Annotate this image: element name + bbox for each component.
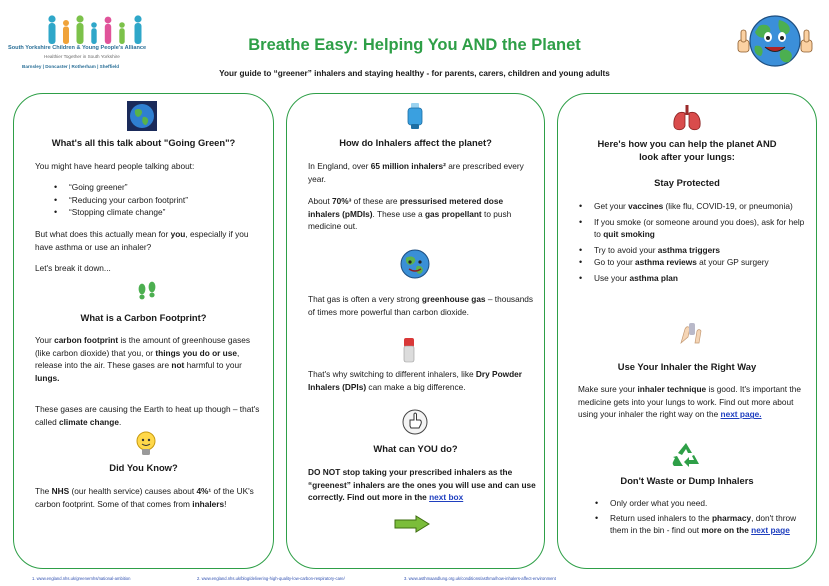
what-can-you-do-heading: What can YOU do?: [373, 443, 458, 454]
stay-protected-list: [576, 200, 810, 285]
next-page-link[interactable]: next page.: [720, 409, 762, 420]
reference-1[interactable]: 1. www.england.nhs.uk/greenernhs/national-ambition: [32, 576, 131, 581]
breakdown-text: Let's break it down...: [35, 263, 111, 273]
inhalers-planet-panel: [286, 93, 545, 569]
lightbulb-icon: [131, 429, 161, 459]
green-talk-list: [51, 181, 261, 219]
list-item: • Try to avoid your asthma triggers: [576, 244, 810, 257]
carbon-footprint-heading: What is a Carbon Footprint?: [80, 312, 207, 323]
next-box-link[interactable]: next box: [429, 492, 464, 503]
stay-protected-heading: Stay Protected: [654, 177, 720, 188]
pmdi-text: About 70%³ of these are pressurised metered dose inhalers (pMDIs). These use a gas propellant to push medicine out.: [308, 196, 512, 232]
nhs-fact-text: The NHS (our health service) causes about 4%¹ of the UK's carbon footprint. Some of that comes from inhalers!: [35, 486, 254, 509]
hot-earth-icon: [398, 247, 432, 281]
prescribed-count-text: In England, over 65 million inhalers² are prescribed every year.: [308, 161, 524, 184]
did-you-know-heading: Did You Know?: [109, 462, 178, 473]
reference-2[interactable]: 2. www.england.nhs.uk/blog/delivering-high-quality-low-carbon-respiratory-care/: [197, 576, 345, 581]
going-green-panel: [13, 93, 274, 569]
next-page-link[interactable]: next page: [751, 525, 790, 536]
going-green-heading: What's all this talk about "Going Green"?: [51, 137, 236, 148]
pointing-hand-icon: [401, 408, 429, 436]
list-item: • If you smoke (or someone around you does), ask for help to quit smoking: [576, 216, 810, 241]
thumbs-up-earth-icon: [735, 10, 815, 72]
dpi-switch-text: That's why switching to different inhalers, like Dry Powder Inhalers (DPIs) can make a big difference.: [308, 369, 523, 392]
use-inhaler-heading: Use Your Inhaler the Right Way: [617, 361, 757, 372]
dry-powder-inhaler-icon: [403, 337, 415, 363]
list-item: • Go to your asthma reviews at your GP surgery: [576, 256, 810, 269]
greenhouse-gas-text: That gas is often a very strong greenhouse gas – thousands of times more powerful than carbon dioxide.: [308, 294, 534, 317]
inhaler-icon: [404, 102, 426, 130]
earth-globe-icon: [127, 101, 157, 131]
reference-3[interactable]: 3. www.asthmaandlung.org.uk/conditions/asthma/how-inhalers-affect-environment: [404, 576, 556, 581]
help-planet-panel: [557, 93, 817, 569]
recycle-icon: [672, 442, 700, 468]
footprints-icon: [134, 279, 160, 305]
list-item: • “Stopping climate change”: [51, 206, 261, 219]
inhaler-technique-text: Make sure your inhaler technique is good. It's important the medicine gets into your lungs to work. Find out more about using your inhaler the right way on the next page.: [578, 384, 801, 420]
dont-waste-heading: Don't Waste or Dump Inhalers: [620, 475, 754, 486]
keep-taking-inhalers-text: DO NOT stop taking your prescribed inhalers as the “greenest” inhalers are the ones you will use and can use correctly. Find out more in the next box: [308, 467, 536, 503]
list-item: • “Going greener”: [51, 181, 261, 194]
page-subtitle: Your guide to “greener” inhalers and staying healthy - for parents, carers, children and young adults: [219, 69, 610, 78]
page-title: Breathe Easy: Helping You AND the Planet: [248, 36, 581, 54]
lungs-icon: [671, 104, 703, 132]
list-item: • Only order what you need.: [592, 497, 804, 510]
help-planet-heading: Here's how you can help the planet AND look after your lungs:: [597, 138, 777, 162]
logo-name: South Yorkshire Children & Young People's Alliance: [8, 45, 147, 51]
inhalers-affect-heading: How do Inhalers affect the planet?: [339, 137, 492, 148]
climate-change-text: These gases are causing the Earth to heat up though – that's called climate change.: [35, 404, 260, 427]
using-inhaler-icon: [675, 319, 705, 345]
intro-text: You might have heard people talking about:: [35, 161, 195, 171]
list-item: • Use your asthma plan: [576, 272, 810, 285]
dont-waste-list: [592, 497, 804, 537]
arrow-right-icon: [394, 515, 430, 533]
list-item: • Return used inhalers to the pharmacy, don't throw them in the bin - find out more on the next page: [592, 512, 804, 537]
carbon-footprint-text: Your carbon footprint is the amount of greenhouse gases (like carbon dioxide) that you, or things you do or use, release into the air. These gases are not harmful to your lungs.: [35, 335, 251, 383]
list-item: • Get your vaccines (like flu, COVID-19, or pneumonia): [576, 200, 810, 213]
question-text: But what does this actually mean for you, especially if you have asthma or use an inhaler?: [35, 229, 249, 252]
logo-places: Barnsley | Doncaster | Rotherham | Sheffield: [22, 64, 120, 69]
list-item: • “Reducing your carbon footprint”: [51, 194, 261, 207]
logo-tagline: Healthier Together in South Yorkshire: [44, 54, 120, 59]
